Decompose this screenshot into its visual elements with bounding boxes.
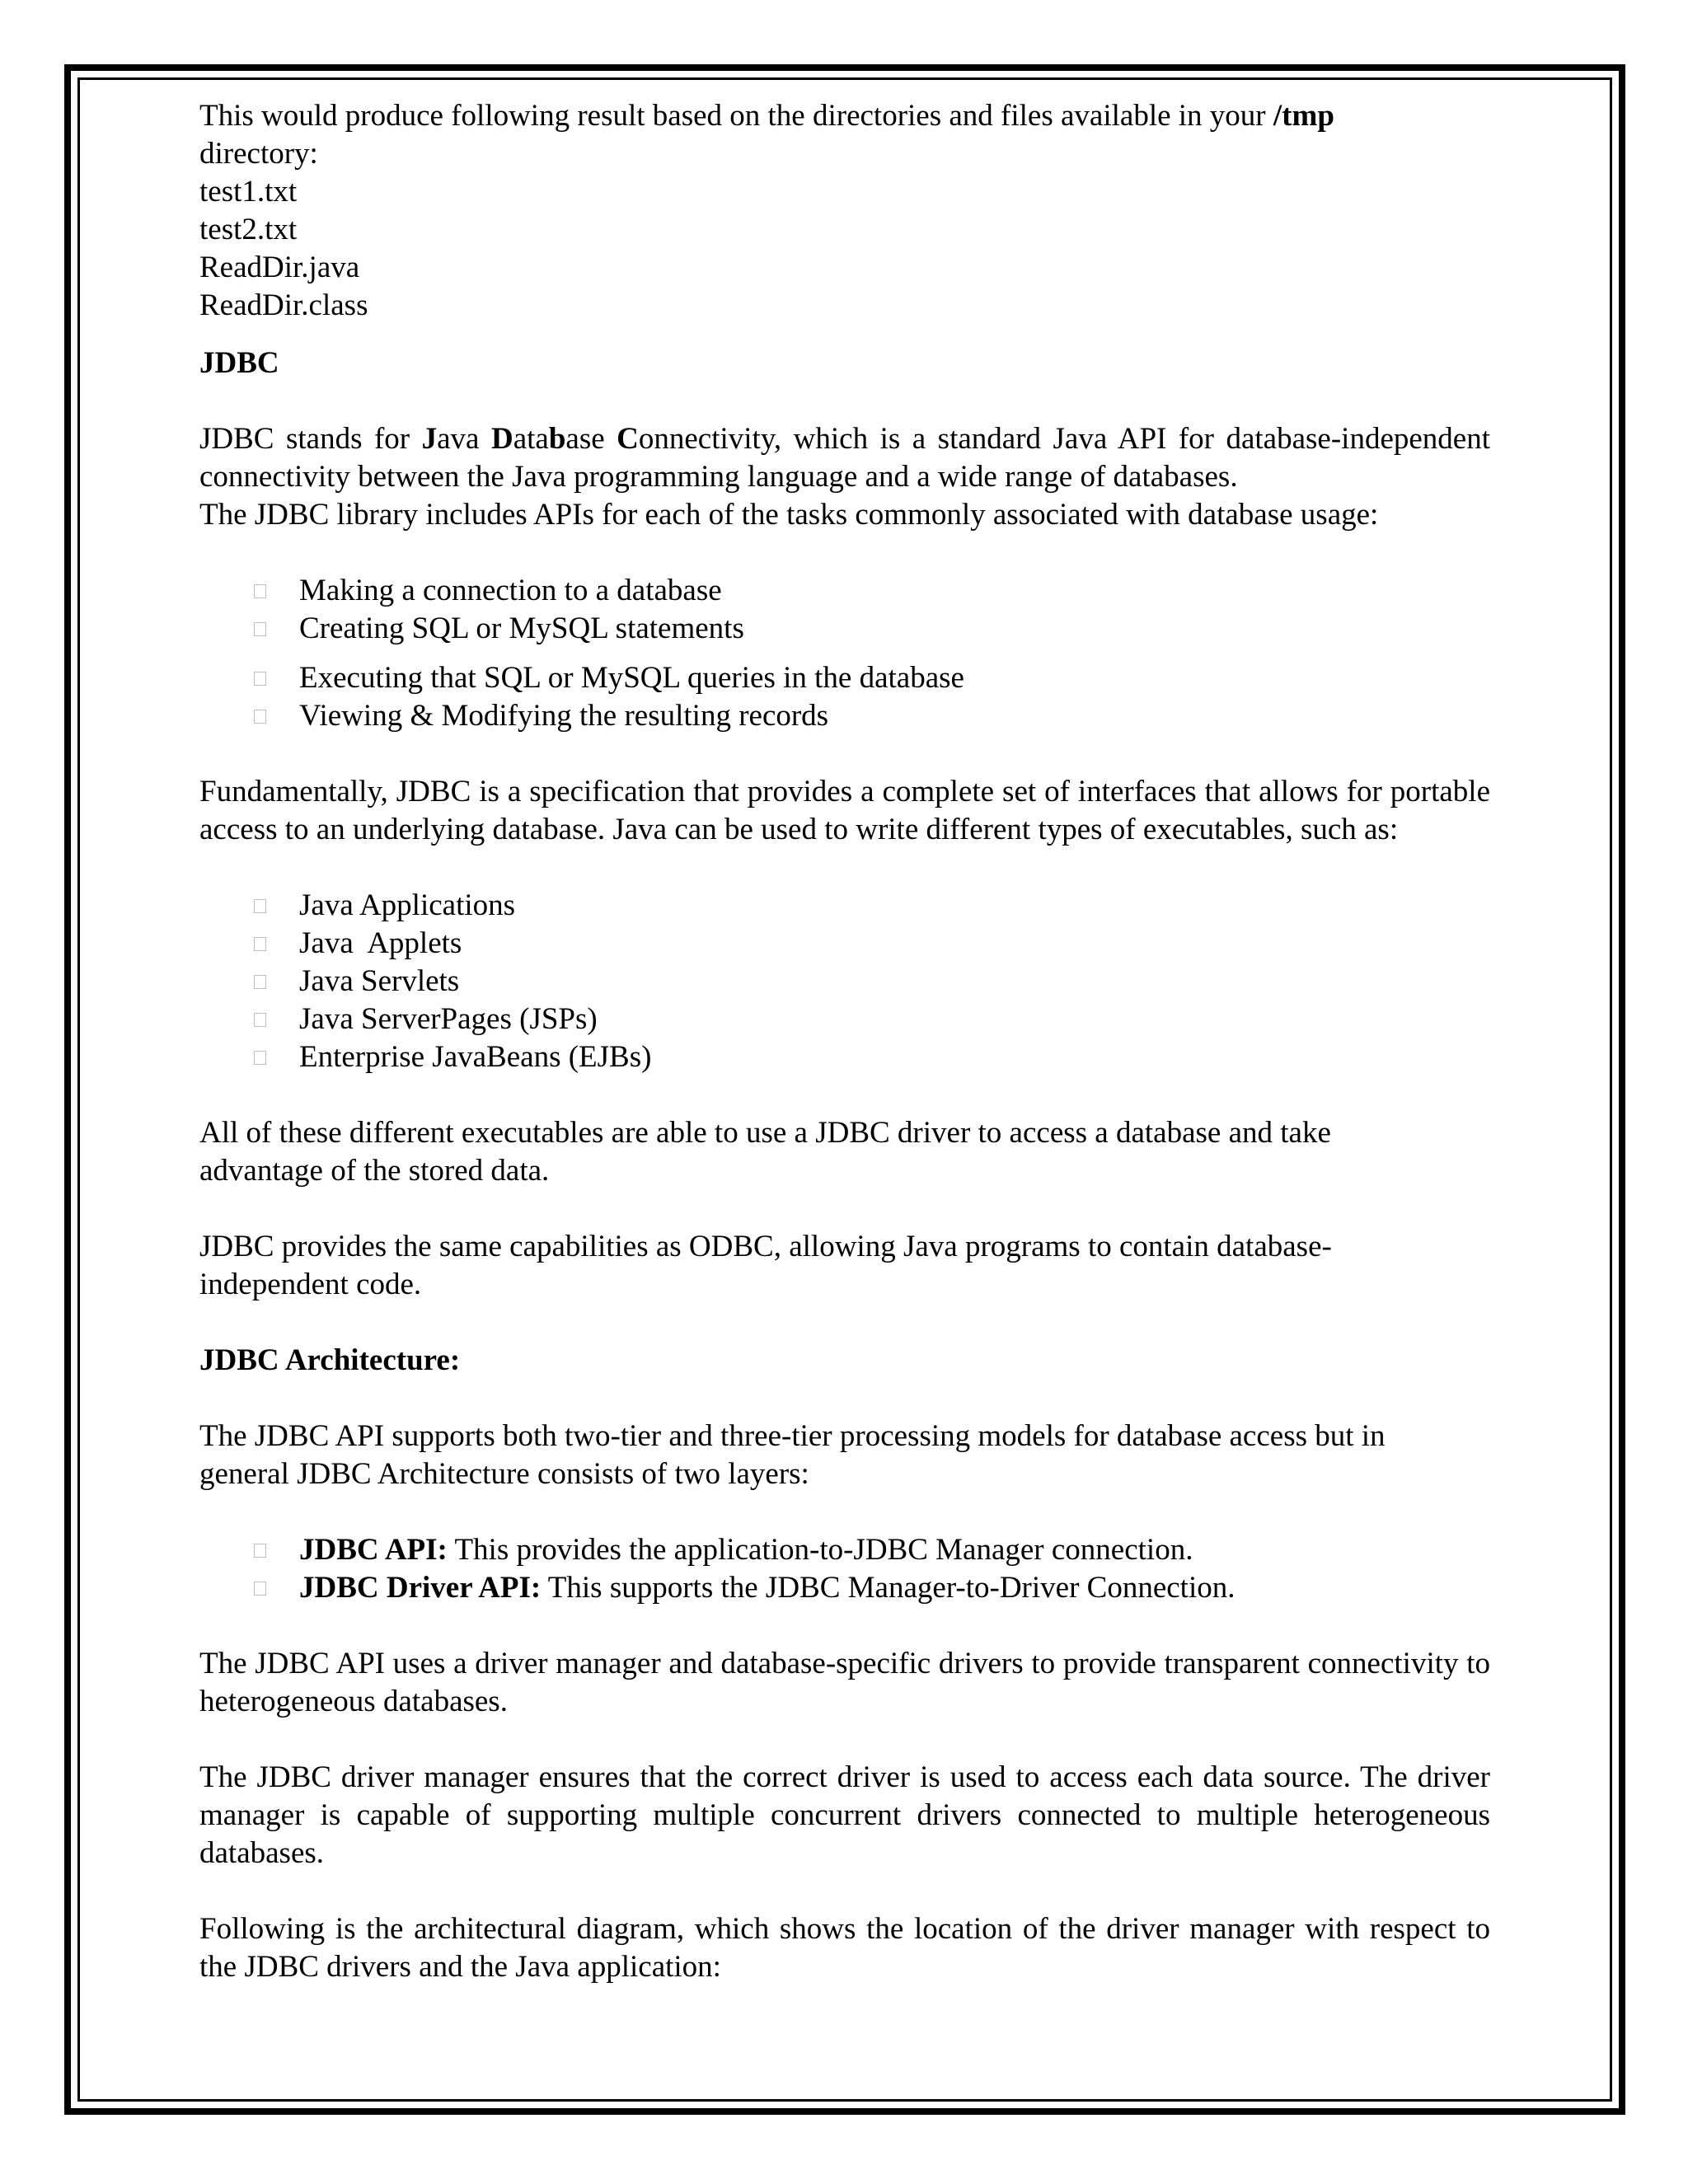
document-body bbox=[199, 97, 1490, 1986]
tmp-path: /tmp bbox=[1273, 99, 1334, 133]
list-item: Java Applets bbox=[199, 925, 1490, 963]
list-item: Java Applications bbox=[199, 887, 1490, 925]
driver-manager-capabilities-paragraph: The JDBC driver manager ensures that the correct driver is used to access each data source. The driver manager is capable of supporting multiple concurrent drivers connected to multiple heterogeneous databases. bbox=[199, 1760, 1490, 1870]
jdbc-definition-paragraph: JDBC stands for Java Database Connectivity, which is a standard Java API for database-independent connectivity between the Java programming language and a wide range of databases. bbox=[199, 422, 1490, 494]
intro-line: This would produce following result based on the directories and files available in your /tmp bbox=[199, 99, 1334, 133]
intro-line-2: directory: bbox=[199, 137, 318, 171]
task-list bbox=[199, 572, 1490, 735]
list-item: JDBC API: This provides the application-to-JDBC Manager connection. bbox=[199, 1531, 1490, 1569]
executables-paragraph-line: All of these different executables are able to use a JDBC driver to access a database and take bbox=[199, 1116, 1331, 1150]
bullet-box-icon bbox=[254, 975, 266, 989]
file-name: test1.txt bbox=[199, 175, 298, 209]
executables-list bbox=[199, 887, 1490, 1076]
section-heading-jdbc: JDBC bbox=[199, 346, 279, 380]
list-item: Viewing & Modifying the resulting records bbox=[199, 697, 1490, 735]
driver-manager-paragraph: The JDBC API uses a driver manager and database-specific drivers to provide transparent connectivity to heterogeneous databases. bbox=[199, 1647, 1490, 1718]
file-name: ReadDir.java bbox=[199, 251, 360, 284]
bullet-box-icon bbox=[254, 937, 266, 951]
jdbc-library-paragraph: The JDBC library includes APIs for each of the tasks commonly associated with database usage: bbox=[199, 498, 1379, 532]
section-heading-architecture: JDBC Architecture: bbox=[199, 1343, 461, 1377]
bullet-box-icon bbox=[254, 1013, 266, 1027]
file-name: test2.txt bbox=[199, 213, 298, 246]
architecture-paragraph-line: The JDBC API supports both two-tier and three-tier processing models for database access but in bbox=[199, 1419, 1386, 1453]
list-item: JDBC Driver API: This supports the JDBC Manager-to-Driver Connection. bbox=[199, 1569, 1490, 1607]
list-item: Enterprise JavaBeans (EJBs) bbox=[199, 1038, 1490, 1076]
odbc-paragraph-line: independent code. bbox=[199, 1268, 422, 1301]
bullet-box-icon bbox=[254, 899, 266, 913]
bullet-box-icon bbox=[254, 1582, 266, 1596]
list-item: Creating SQL or MySQL statements bbox=[199, 610, 1490, 648]
architecture-paragraph-line: general JDBC Architecture consists of two layers: bbox=[199, 1457, 809, 1491]
bullet-box-icon bbox=[254, 710, 266, 724]
layers-list bbox=[199, 1531, 1490, 1607]
list-item: Making a connection to a database bbox=[199, 572, 1490, 610]
bullet-box-icon bbox=[254, 584, 266, 598]
list-item: Java Servlets bbox=[199, 963, 1490, 1001]
odbc-paragraph-line: JDBC provides the same capabilities as ODBC, allowing Java programs to contain database- bbox=[199, 1230, 1332, 1263]
executables-paragraph-line: advantage of the stored data. bbox=[199, 1154, 550, 1188]
file-name: ReadDir.class bbox=[199, 288, 368, 322]
fundamentals-paragraph: Fundamentally, JDBC is a specification that provides a complete set of interfaces that allows for portable access to an underlying database. Java can be used to write different types of executables, such as: bbox=[199, 775, 1490, 846]
bullet-box-icon bbox=[254, 672, 266, 686]
bullet-box-icon bbox=[254, 1051, 266, 1065]
diagram-intro-paragraph: Following is the architectural diagram, which shows the location of the driver manager with respect to the JDBC drivers and the Java application: bbox=[199, 1912, 1490, 1984]
list-item: Executing that SQL or MySQL queries in the database bbox=[199, 659, 1490, 697]
bullet-box-icon bbox=[254, 1544, 266, 1558]
bullet-box-icon bbox=[254, 622, 266, 636]
list-item: Java ServerPages (JSPs) bbox=[199, 1001, 1490, 1038]
